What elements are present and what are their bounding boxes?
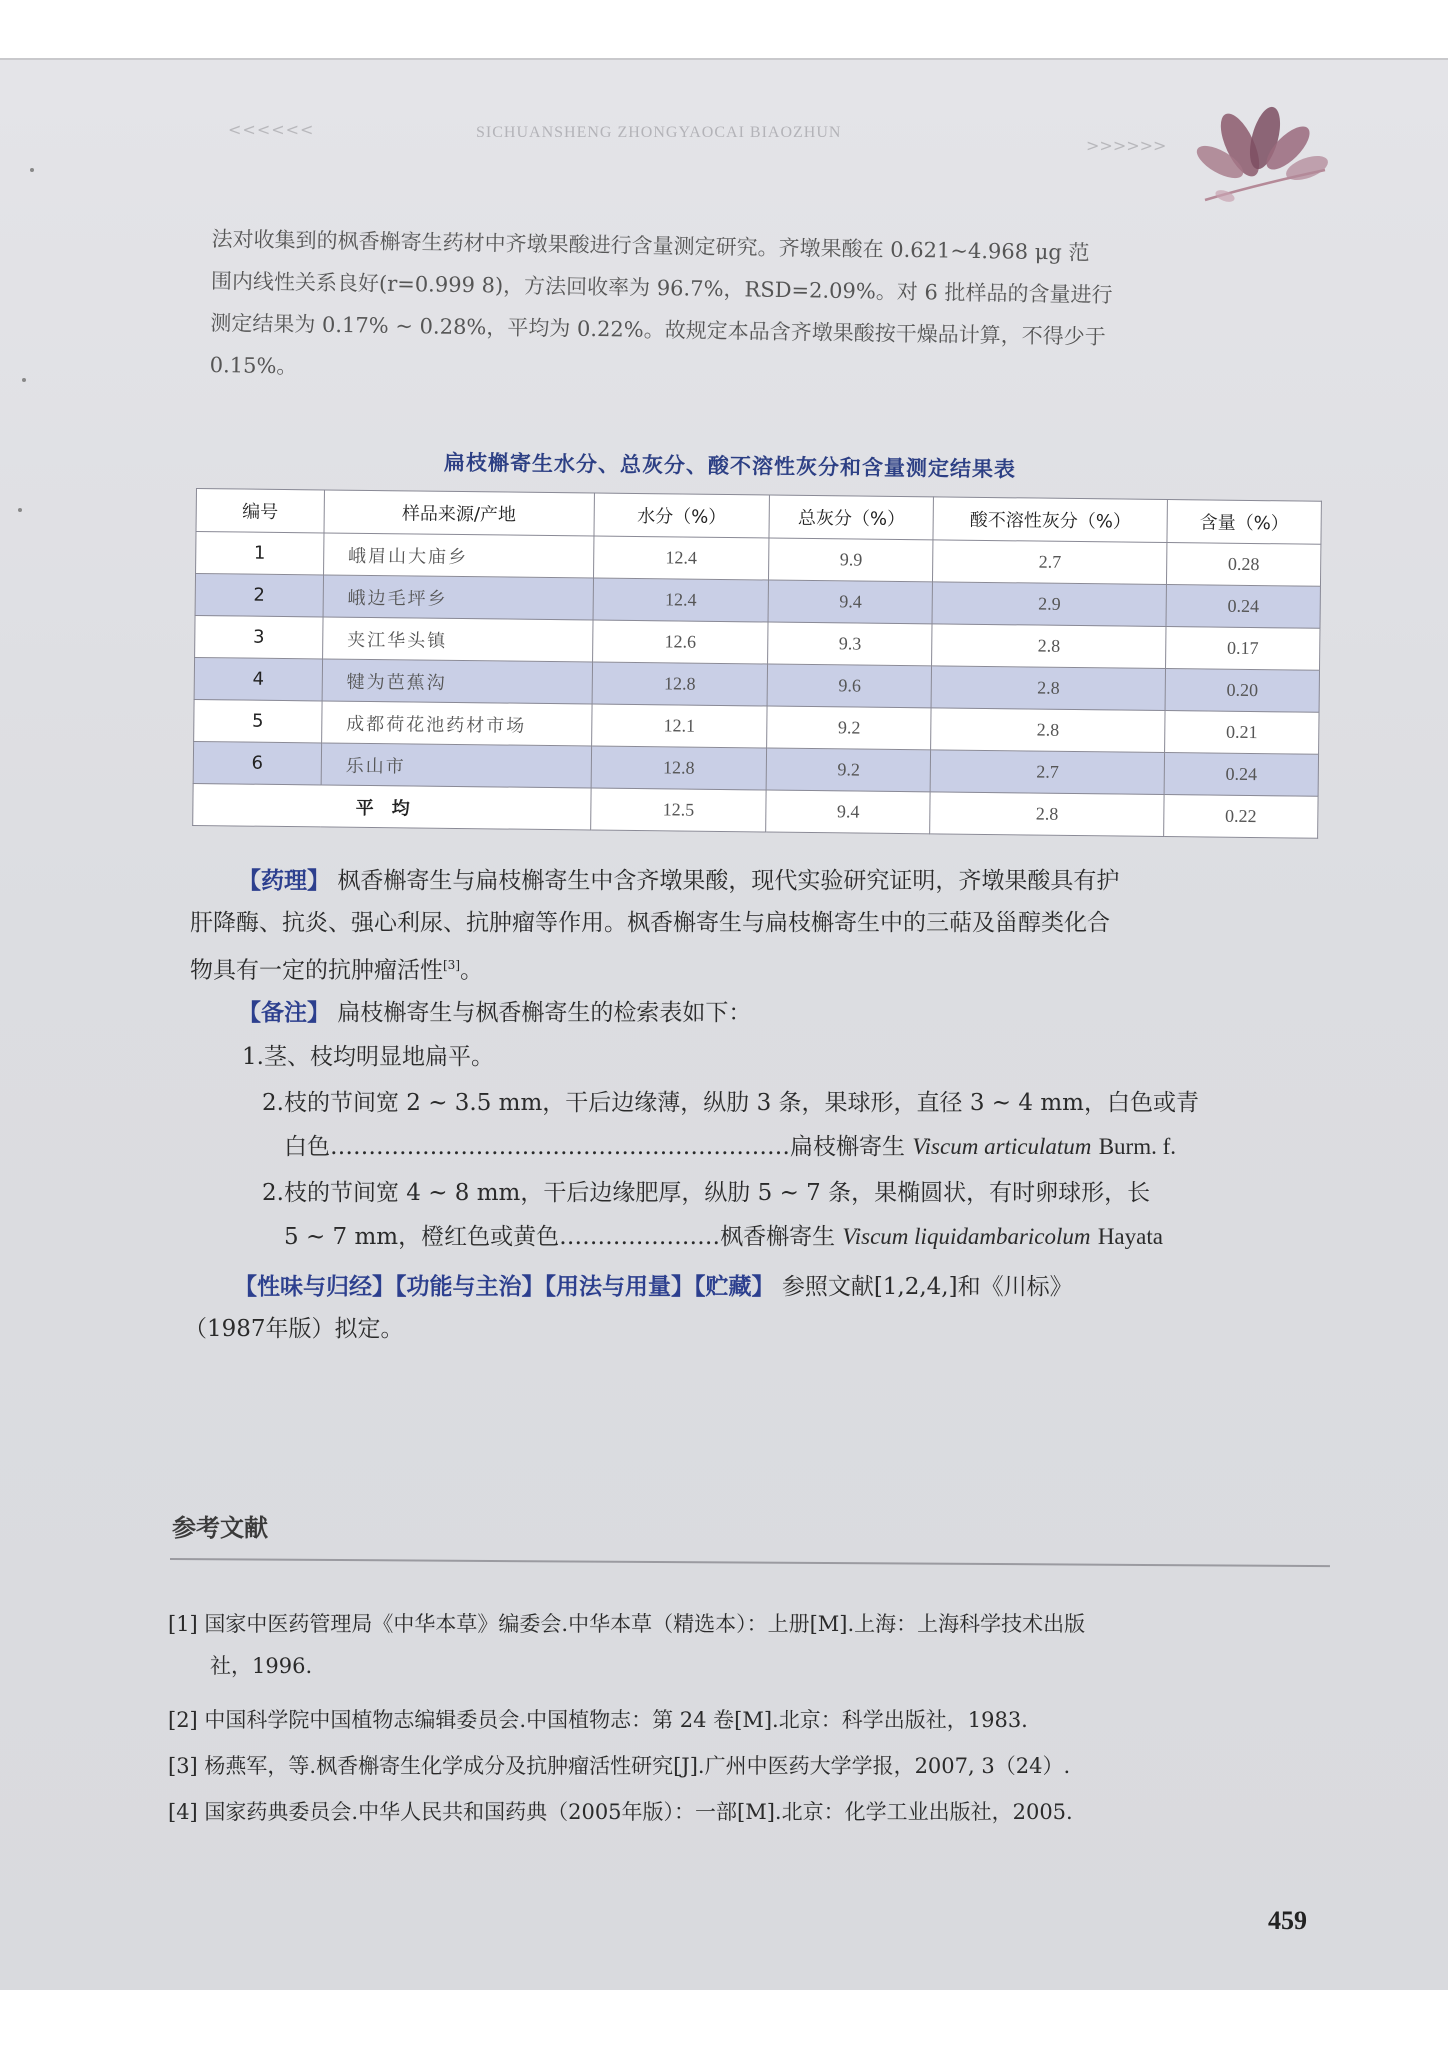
col-header-ash: 总灰分（%） xyxy=(769,495,933,540)
intro-line: 围内线性关系良好(r=0.999 8)，方法回收率为 96.7%，RSD=2.09%。对 6 批样品的含量进行 xyxy=(210,268,1113,308)
cell-source: 峨边毛坪乡 xyxy=(323,575,593,620)
key-item-1: 1.茎、枝均明显地扁平。 xyxy=(242,1044,494,1070)
cell-water: 12.4 xyxy=(593,578,769,622)
cell-acid-ash: 2.9 xyxy=(932,582,1166,627)
paper-speck xyxy=(30,168,34,172)
cell-avg-content: 0.22 xyxy=(1164,795,1318,839)
cell-ash: 9.9 xyxy=(769,538,933,582)
cell-id: 6 xyxy=(193,741,321,784)
latin-name-articulatum: Viscum articulatum xyxy=(912,1134,1092,1159)
paper-speck xyxy=(18,508,22,512)
pharmacology-line-3 xyxy=(190,944,483,992)
key-item-2a: 2.枝的节间宽 2 ~ 3.5 mm，干后边缘薄，纵肋 3 条，果球形，直径 3 ~ 4 mm，白色或青 xyxy=(262,1090,1199,1116)
period: 。 xyxy=(460,957,483,984)
results-table xyxy=(192,488,1322,839)
cell-ash: 9.6 xyxy=(767,664,931,708)
properties-line xyxy=(234,1266,1073,1308)
pharmacology-tag: 【药理】 xyxy=(238,868,330,894)
cell-ash: 9.2 xyxy=(767,748,931,792)
reference-item-2: [2] 中国科学院中国植物志编辑委员会.中国植物志：第 24 卷[M].北京：科学出版社，1983. xyxy=(168,1708,1028,1732)
key-2a-leader: 白色……………………………………………………扁枝槲寄生 xyxy=(284,1134,905,1160)
cell-average-label: 平均 xyxy=(193,783,591,830)
key-item-2b: 2.枝的节间宽 4 ~ 8 mm，干后边缘肥厚，纵肋 5 ~ 7 条，果椭圆状，有时卵球形，长 xyxy=(262,1180,1151,1206)
cell-water: 12.8 xyxy=(591,746,767,790)
cell-ash: 9.4 xyxy=(768,580,932,624)
cell-avg-acid-ash: 2.8 xyxy=(930,792,1164,837)
cell-avg-water: 12.5 xyxy=(590,788,766,832)
reference-item-1: [1] 国家中医药管理局《中华本草》编委会.中华本草（精选本）：上册[M].上海：上海科学技术出版 xyxy=(168,1612,1086,1636)
author-burm: Burm. f. xyxy=(1098,1134,1177,1159)
cell-id: 4 xyxy=(194,657,322,700)
properties-text: 参照文献[1,2,4,]和《川标》 xyxy=(781,1274,1073,1300)
header-arrows-right: >>>>>> xyxy=(1086,136,1167,155)
cell-source: 成都荷花池药材市场 xyxy=(321,701,591,746)
intro-line: 测定结果为 0.17% ~ 0.28%，平均为 0.22%。故规定本品含齐墩果酸按干燥品计算，不得少于 xyxy=(210,310,1106,350)
cell-id: 2 xyxy=(195,574,323,617)
author-hayata: Hayata xyxy=(1097,1224,1163,1249)
reference-item-3: [3] 杨燕军，等.枫香槲寄生化学成分及抗肿瘤活性研究[J].广州中医药大学学报，2007, 3（24）. xyxy=(168,1754,1071,1778)
pharmacology-line-2: 肝降酶、抗炎、强心利尿、抗肿瘤等作用。枫香槲寄生与扁枝槲寄生中的三萜及甾醇类化合 xyxy=(190,910,1110,936)
cell-id: 3 xyxy=(195,615,323,658)
cell-source: 乐山市 xyxy=(321,743,591,788)
page-edge xyxy=(0,58,1448,60)
properties-tags: 【性味与归经】【功能与主治】【用法与用量】【贮藏】 xyxy=(234,1274,775,1300)
cell-acid-ash: 2.7 xyxy=(930,750,1164,795)
cell-ash: 9.2 xyxy=(767,706,931,750)
citation-marker: [3] xyxy=(443,958,460,972)
cell-content: 0.24 xyxy=(1166,585,1320,629)
cell-id: 1 xyxy=(196,532,324,575)
cell-id: 5 xyxy=(194,699,322,742)
cell-water: 12.8 xyxy=(592,662,768,706)
cell-content: 0.24 xyxy=(1164,753,1318,797)
cell-acid-ash: 2.7 xyxy=(933,540,1167,585)
leaf-sprig-icon xyxy=(1185,100,1335,210)
remarks-intro: 扁枝槲寄生与枫香槲寄生的检索表如下： xyxy=(337,1000,752,1026)
cell-water: 12.6 xyxy=(592,620,768,664)
cell-acid-ash: 2.8 xyxy=(932,624,1166,669)
col-header-id: 编号 xyxy=(196,489,324,533)
cell-avg-ash: 9.4 xyxy=(766,790,930,834)
cell-source: 峨眉山大庙乡 xyxy=(323,533,593,578)
cell-water: 12.1 xyxy=(591,704,767,748)
book-page xyxy=(0,58,1448,1990)
col-header-content: 含量（%） xyxy=(1167,500,1321,545)
key-item-2b-cont xyxy=(284,1216,1163,1258)
reference-item-1-cont: 社，1996. xyxy=(210,1654,313,1678)
key-item-2a-cont xyxy=(284,1126,1176,1168)
pharmacology-text: 枫香槲寄生与扁枝槲寄生中含齐墩果酸，现代实验研究证明，齐墩果酸具有护 xyxy=(337,868,1120,894)
cell-content: 0.21 xyxy=(1165,711,1319,755)
cell-water: 12.4 xyxy=(593,536,769,580)
cell-content: 0.17 xyxy=(1166,627,1320,671)
intro-line: 0.15%。 xyxy=(209,352,298,379)
pharmacology-line-1 xyxy=(238,860,1119,902)
col-header-source: 样品来源/产地 xyxy=(324,490,594,536)
cell-acid-ash: 2.8 xyxy=(931,666,1165,711)
reference-item-4: [4] 国家药典委员会.中华人民共和国药典（2005年版）：一部[M].北京：化学工业出版社，2005. xyxy=(168,1800,1073,1824)
references-rule xyxy=(170,1558,1330,1567)
references-heading: 参考文献 xyxy=(172,1514,268,1542)
cell-content: 0.20 xyxy=(1165,669,1319,713)
header-arrows-left: <<<<<< xyxy=(228,120,315,139)
table-title: 扁枝槲寄生水分、总灰分、酸不溶性灰分和含量测定结果表 xyxy=(443,449,1017,482)
intro-paragraph xyxy=(209,218,1312,403)
paper-speck xyxy=(22,378,26,382)
key-2b-leader: 5 ~ 7 mm，橙红色或黄色…………………枫香槲寄生 xyxy=(284,1224,836,1250)
cell-acid-ash: 2.8 xyxy=(931,708,1165,753)
cell-ash: 9.3 xyxy=(768,622,932,666)
remarks-line xyxy=(238,992,751,1034)
latin-name-liquidambaricolum: Viscum liquidambaricolum xyxy=(842,1224,1091,1249)
running-title: SICHUANSHENG ZHONGYAOCAI BIAOZHUN xyxy=(476,124,842,141)
col-header-acid-ash: 酸不溶性灰分（%） xyxy=(933,497,1167,543)
page-number: 459 xyxy=(1268,1906,1307,1935)
cell-source: 犍为芭蕉沟 xyxy=(322,659,592,704)
remarks-tag: 【备注】 xyxy=(238,1000,330,1026)
col-header-water: 水分（%） xyxy=(594,493,770,538)
cell-source: 夹江华头镇 xyxy=(322,617,592,662)
cell-content: 0.28 xyxy=(1167,543,1321,587)
pharmacology-text-end: 物具有一定的抗肿瘤活性 xyxy=(190,957,443,984)
intro-line: 法对收集到的枫香槲寄生药材中齐墩果酸进行含量测定研究。齐墩果酸在 0.621~4.968 μg 范 xyxy=(211,226,1090,265)
properties-line-2: （1987年版）拟定。 xyxy=(184,1316,404,1342)
